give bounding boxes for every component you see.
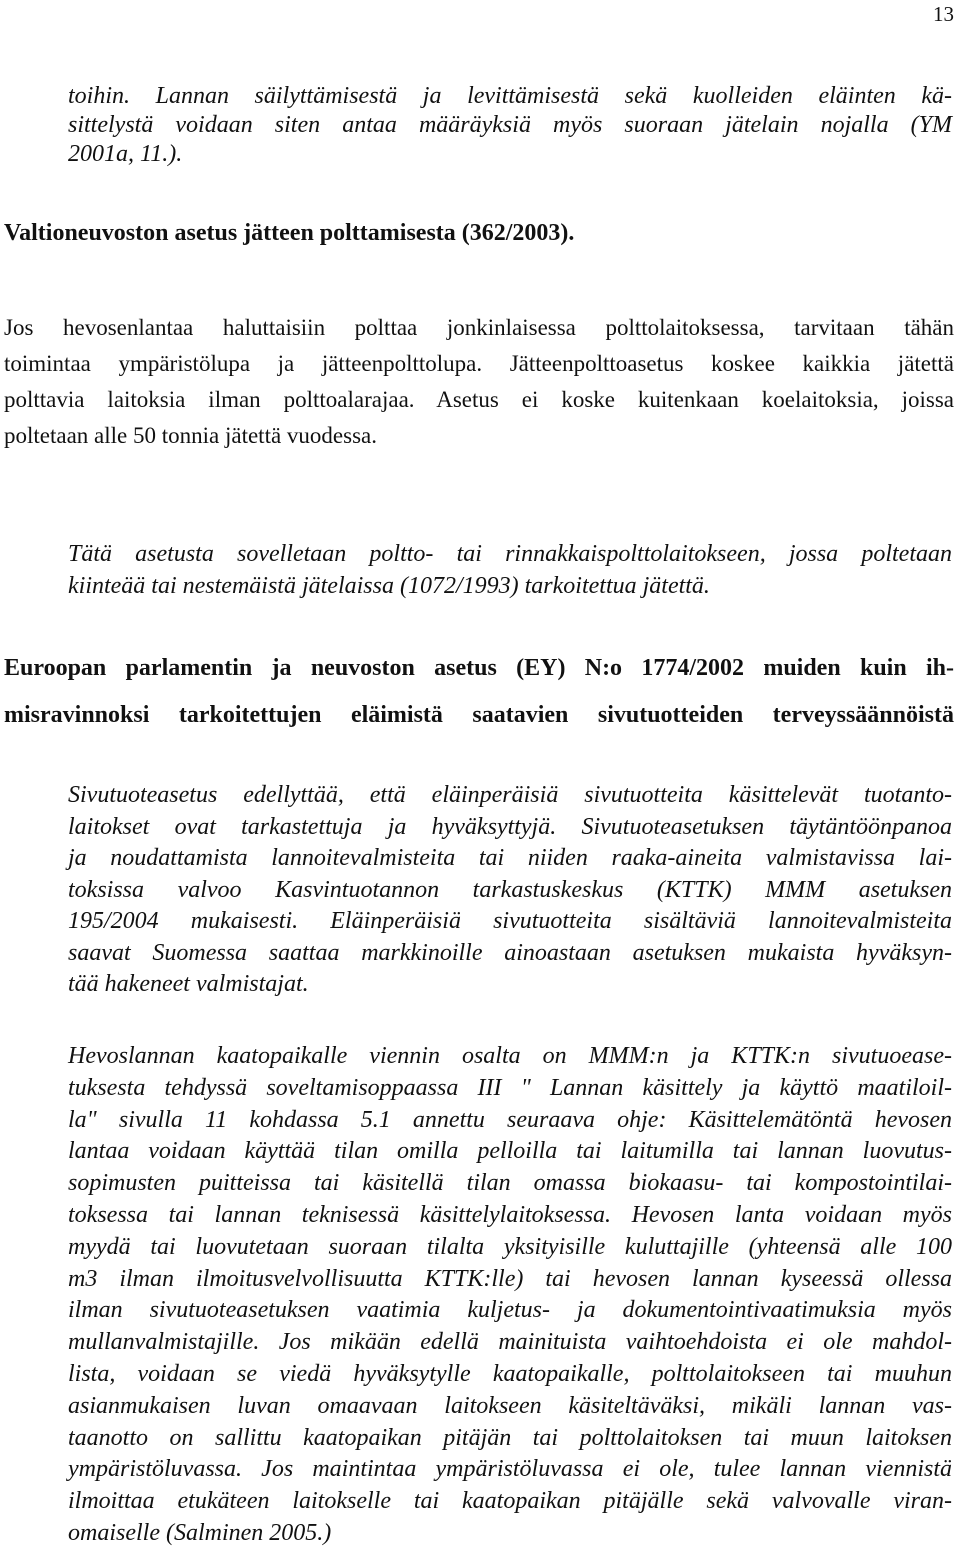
text-line: Hevoslannan kaatopaikalle viennin osalta on MMM:n ja KTTK:n sivutuoease-: [68, 1043, 952, 1069]
text-line: tuksesta tehdyssä soveltamisoppaassa III " Lannan käsittely ja käyttö maatiloil-: [68, 1074, 952, 1101]
italic-quote-paragraph: [68, 780, 952, 1001]
text-line: sittelystä voidaan siten antaa määräyksiä myös suoraan jätelain nojalla (YM: [68, 112, 952, 138]
heading-line: misravinnoksi tarkoitettujen eläimistä saatavien sivutuotteiden terveyssäännöistä: [4, 702, 954, 728]
text-line: mullanvalmistajille. Jos mikään edellä mainituista vaihtoehdoista ei ole mahdol-: [68, 1329, 952, 1356]
heading-line: Euroopan parlamentin ja neuvoston asetus (EY) N:o 1774/2002 muiden kuin ih-: [4, 655, 954, 681]
section-heading-waste-incineration: Valtioneuvoston asetus jätteen polttamisesta (362/2003).: [4, 220, 575, 246]
text-line: asianmukaisen luvan omaavaan laitokseen käsiteltäväksi, mikäli lannan vas-: [68, 1392, 952, 1419]
text-line: taanotto on sallittu kaatopaikan pitäjän tai polttolaitoksen tai muun laitoksen: [68, 1424, 952, 1451]
text-line: Tätä asetusta sovelletaan poltto- tai rinnakkaispolttolaitokseen, jossa poltetaan: [68, 541, 952, 567]
text-line: toimintaa ympäristölupa ja jätteenpolttolupa. Jätteenpolttoasetus koskee kaikkia jätettä: [4, 351, 954, 376]
text-line: la" sivulla 11 kohdassa 5.1 annettu seuraava ohje: Käsittelemätöntä hevosen: [68, 1106, 952, 1133]
text-line: ympäristöluvassa. Jos maintintaa ympäristöluvassa ei ole, tulee lannan viennistä: [68, 1456, 952, 1483]
text-line: kiinteää tai nestemäistä jätelaissa (1072/1993) tarkoitettua jätettä.: [68, 573, 710, 599]
text-line: m3 ilman ilmoitusvelvollisuutta KTTK:lle) tai hevosen lannan kyseessä ollessa: [68, 1265, 952, 1292]
text-line: lista, voidaan se viedä hyväksytylle kaatopaikalle, polttolaitokseen tai muuhun: [68, 1360, 952, 1387]
text-line: poltetaan alle 50 tonnia jätettä vuodessa.: [4, 423, 377, 448]
italic-quote-paragraph: [68, 1041, 952, 1550]
italic-quote-paragraph: [68, 538, 952, 602]
text-line: Sivutuoteasetus edellyttää, että eläinperäisiä sivutuotteita käsittelevät tuotanto-: [68, 782, 952, 808]
text-line: saavat Suomessa saattaa markkinoille ainoastaan asetuksen mukaista hyväksyn-: [68, 939, 952, 966]
text-line: toksessa tai lannan teknisessä käsittelylaitoksessa. Hevosen lanta voidaan myös: [68, 1201, 952, 1228]
text-line: 195/2004 mukaisesti. Eläinperäisiä sivutuotteita sisältäviä lannoitevalmisteita: [68, 908, 952, 934]
text-line: sopimusten puitteissa tai käsitellä tilan omassa biokaasu- tai kompostointilai-: [68, 1170, 952, 1197]
text-line: tää hakeneet valmistajat.: [68, 971, 309, 997]
text-line: ja noudattamista lannoitevalmisteita tai niiden raaka-aineita valmistavissa lai-: [68, 845, 952, 871]
text-line: toksissa valvoo Kasvintuotannon tarkastuskeskus (KTTK) MMM asetuksen: [68, 876, 952, 903]
page-number: 13: [933, 2, 954, 26]
text-line: toihin. Lannan säilyttämisestä ja levittämisestä sekä kuolleiden eläinten kä-: [68, 83, 952, 109]
text-line: ilman sivutuoteasetuksen vaatimia kuljetus- ja dokumentointivaatimuksia myös: [68, 1297, 952, 1324]
text-line: omaiselle (Salminen 2005.): [68, 1519, 332, 1546]
text-line: ilmoittaa etukäteen laitokselle tai kaatopaikan pitäjälle sekä valvovalle viran-: [68, 1488, 952, 1515]
body-paragraph: [4, 310, 954, 454]
text-line: Jos hevosenlantaa haluttaisiin polttaa jonkinlaisessa polttolaitoksessa, tarvitaan tähän: [4, 315, 954, 340]
text-line: polttavia laitoksia ilman polttoalarajaa. Asetus ei koske kuitenkaan koelaitoksia, joissa: [4, 387, 954, 412]
section-heading-byproducts-regulation: [4, 645, 954, 739]
text-line: laitokset ovat tarkastettuja ja hyväksyttyjä. Sivutuoteasetuksen täytäntöönpanoa: [68, 813, 952, 840]
text-line: lantaa voidaan käyttää tilan omilla pelloilla tai laitumilla tai lannan luovutus-: [68, 1138, 952, 1165]
text-line: 2001a, 11.).: [68, 141, 183, 167]
intro-quote-paragraph: [68, 82, 952, 169]
text-line: myydä tai luovutetaan suoraan tilalta yksityisille kuluttajille (yhteensä alle 100: [68, 1233, 952, 1260]
